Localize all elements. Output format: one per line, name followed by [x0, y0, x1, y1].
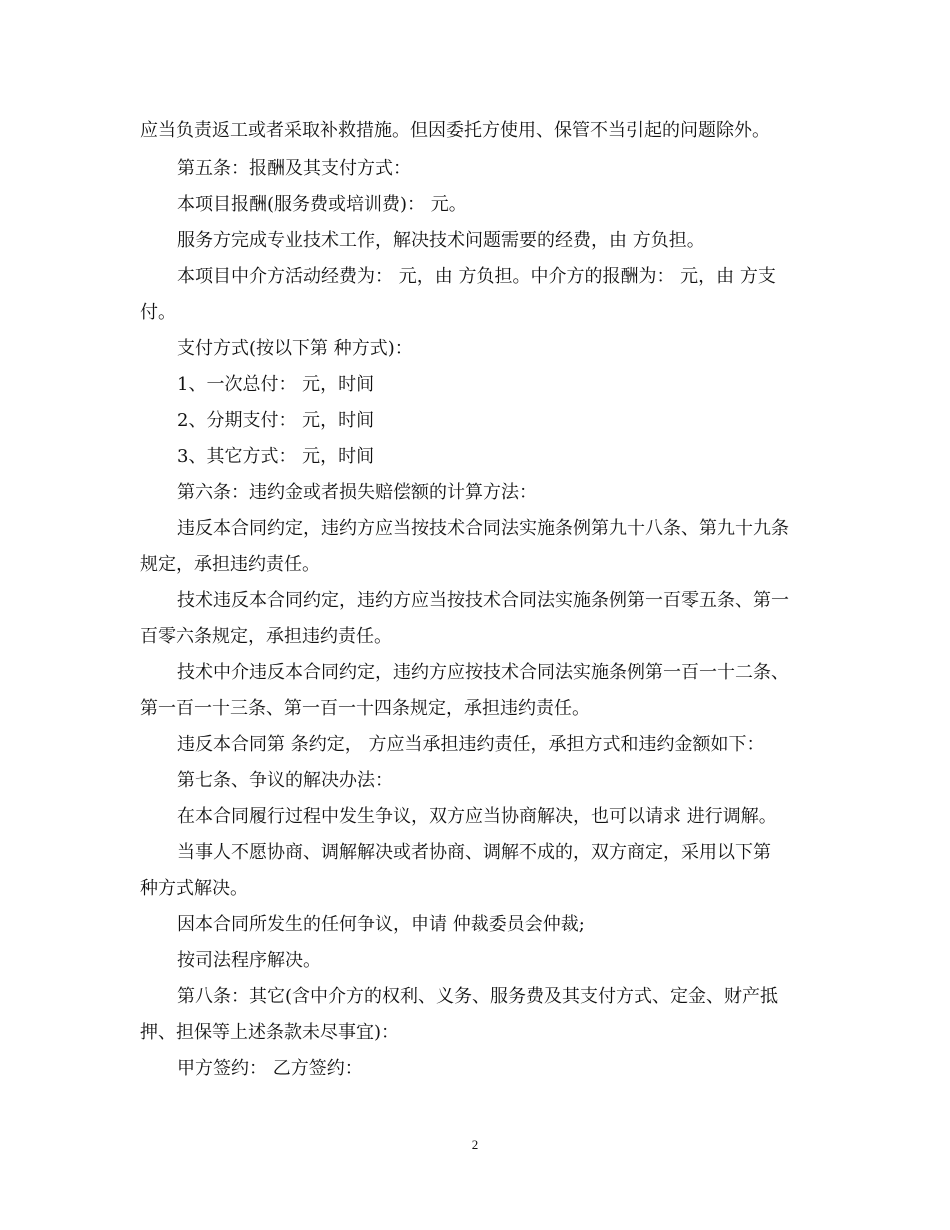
paragraph-line: 应当负责返工或者采取补救措施。但因委托方使用、保管不当引起的问题除外。 — [140, 120, 770, 141]
article-six-heading: 第六条：违约金或者损失赔偿额的计算方法： — [177, 482, 537, 503]
article-eight-heading: 第八条：其它(含中介方的权利、义务、服务费及其支付方式、定金、财产抵 — [177, 986, 779, 1007]
paragraph-line: 本项目报酬(服务费或培训费)： 元。 — [177, 194, 467, 215]
article-five-heading: 第五条：报酬及其支付方式： — [177, 158, 411, 179]
signature-line: 甲方签约： 乙方签约： — [177, 1058, 363, 1079]
paragraph-line: 因本合同所发生的任何争议，申请 仲裁委员会仲裁; — [177, 914, 585, 935]
list-item: 3、其它方式： 元，时间 — [177, 446, 375, 467]
paragraph-line: 按司法程序解决。 — [177, 950, 321, 971]
paragraph-line: 付。 — [140, 302, 176, 323]
article-seven-heading: 第七条、争议的解决办法： — [177, 770, 393, 791]
paragraph-line: 种方式解决。 — [140, 878, 248, 899]
paragraph-line: 本项目中介方活动经费为： 元，由 方负担。中介方的报酬为： 元，由 方支 — [177, 266, 776, 287]
paragraph-line: 支付方式(按以下第 种方式)： — [177, 338, 413, 359]
list-item: 2、分期支付： 元，时间 — [177, 410, 375, 431]
paragraph-line: 违反本合同第 条约定， 方应当承担违约责任，承担方式和违约金额如下： — [177, 734, 765, 755]
paragraph-line: 规定，承担违约责任。 — [140, 554, 320, 575]
paragraph-line: 当事人不愿协商、调解解决或者协商、调解不成的，双方商定，采用以下第 — [177, 842, 771, 863]
paragraph-line: 在本合同履行过程中发生争议，双方应当协商解决，也可以请求 进行调解。 — [177, 806, 777, 827]
paragraph-line: 押、担保等上述条款未尽事宜)： — [140, 1022, 400, 1043]
paragraph-line: 违反本合同约定，违约方应当按技术合同法实施条例第九十八条、第九十九条 — [177, 518, 789, 539]
paragraph-line: 第一百一十三条、第一百一十四条规定，承担违约责任。 — [140, 698, 590, 719]
list-item: 1、一次总付： 元，时间 — [177, 374, 375, 395]
paragraph-line: 技术中介违反本合同约定，违约方应按技术合同法实施条例第一百一十二条、 — [177, 662, 789, 683]
paragraph-line: 百零六条规定，承担违约责任。 — [140, 626, 392, 647]
page-number: 2 — [471, 1137, 479, 1152]
paragraph-line: 服务方完成专业技术工作，解决技术问题需要的经费，由 方负担。 — [177, 230, 705, 251]
paragraph-line: 技术违反本合同约定，违约方应当按技术合同法实施条例第一百零五条、第一 — [177, 590, 789, 611]
